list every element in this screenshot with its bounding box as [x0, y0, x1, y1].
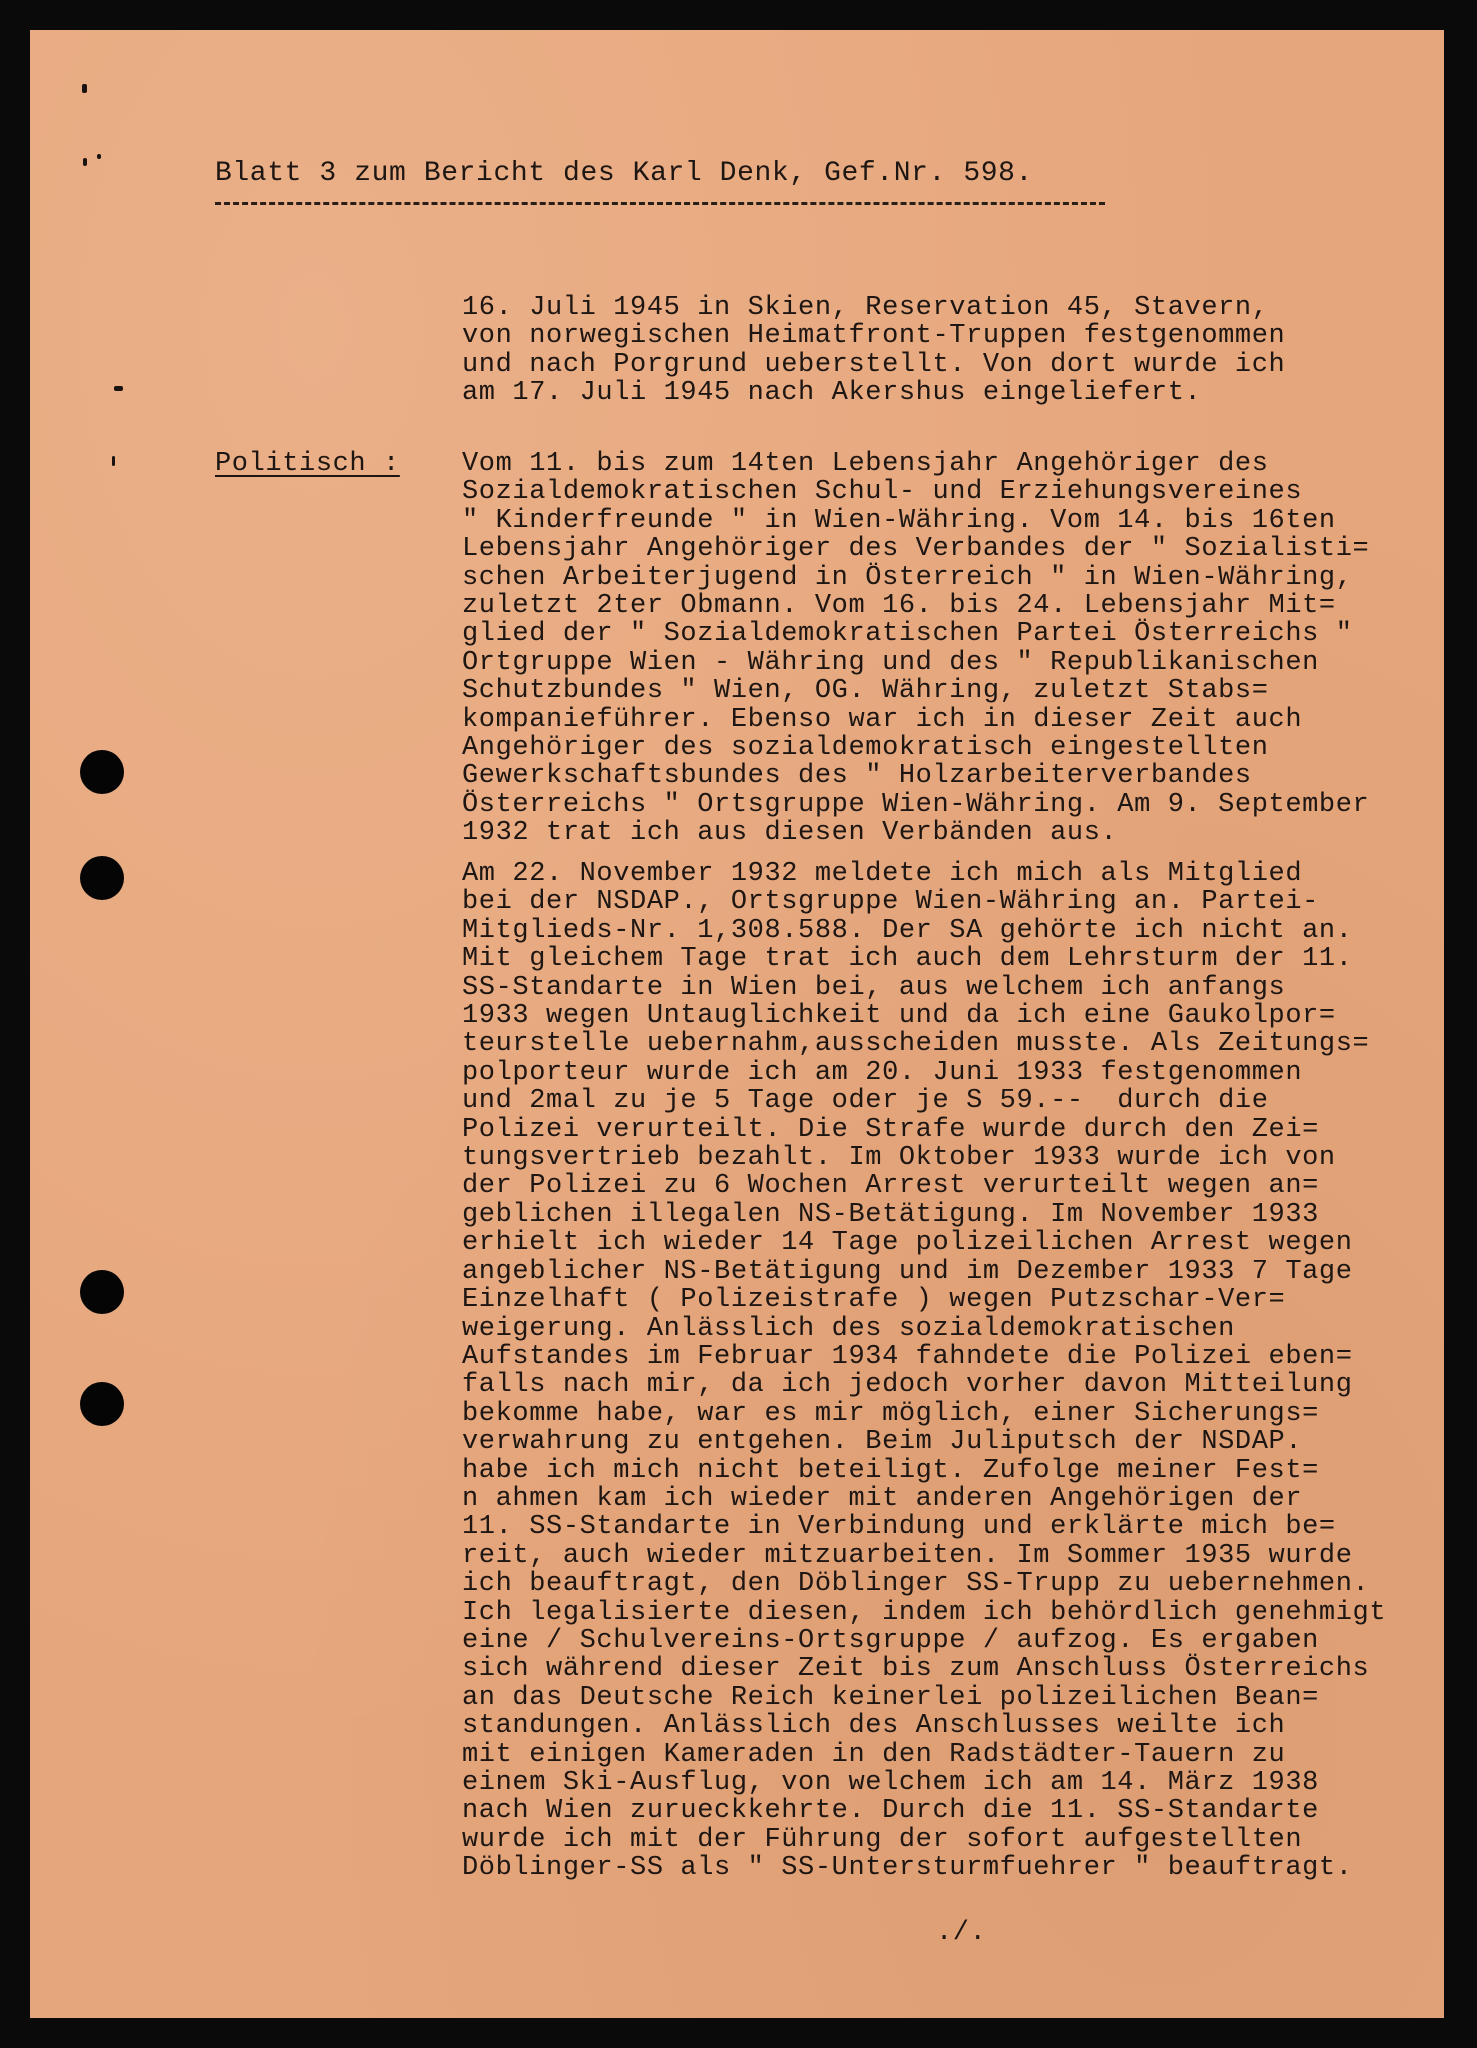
header-divider [215, 202, 1105, 205]
page-header: Blatt 3 zum Bericht des Karl Denk, Gef.Nr. 598. [215, 158, 1033, 189]
section-label: Politisch : [215, 449, 400, 479]
document-page [30, 30, 1444, 2018]
ink-speck [82, 84, 87, 93]
paragraph-political-early: Vom 11. bis zum 14ten Lebensjahr Angehöriger des Sozialdemokratischen Schul- und Erziehungsvereines " Kinderfreunde " in Wien-Währing. Vom 14. bis 16ten Lebensjahr Angehöriger des Verbandes der " Sozialisti= schen Arbeiterjugend in Österreich " in Wien-Währing, zuletzt 2ter Obmann. Vom 16. bis 24. Lebensjahr Mit= glied der " Sozialdemokratischen Partei Österreichs " Ortgruppe Wien - Währing und des " Republikanischen Schutzbundes " Wien, OG. Währing, zuletzt Stabs= kompanieführer. Ebenso war ich in dieser Zeit auch Angehöriger des sozialdemokratisch eingestellten Gewerkschaftsbundes des " Holzarbeiterverbandes Österreichs " Ortsgruppe Wien-Währing. Am 9. September 1932 trat ich aus diesen Verbänden aus. [462, 449, 1370, 849]
paragraph-arrest: 16. Juli 1945 in Skien, Reservation 45, Stavern, von norwegischen Heimatfront-Truppen festgenommen und nach Porgrund ueberstellt. Von dort wurde ich am 17. Juli 1945 nach Akershus eingeliefert. [462, 293, 1286, 409]
ink-speck [83, 158, 87, 166]
paragraph-political-nsdap: Am 22. November 1932 meldete ich mich als Mitglied bei der NSDAP., Ortsgruppe Wien-Währing an. Partei- Mitglieds-Nr. 1,308.588. Der SA gehörte ich nicht an. Mit gleichem Tage trat ich auch dem Lehrsturm der 11. SS-Standarte in Wien bei, aus welchem ich anfangs 1933 wegen Untauglichkeit und da ich eine Gaukolpor= teurstelle uebernahm,ausscheiden musste. Als Zeitungs= polporteur wurde ich am 20. Juni 1933 festgenommen und 2mal zu je 5 Tage oder je S 59.-- durch die Polizei verurteilt. Die Strafe wurde durch den Zei= tungsvertrieb bezahlt. Im Oktober 1933 wurde ich von der Polizei zu 6 Wochen Arrest verurteilt wegen an= geblichen illegalen NS-Betätigung. Im November 1933 erhielt ich wieder 14 Tage polizeilichen Arrest wegen angeblicher NS-Betätigung und im Dezember 1933 7 Tage Einzelhaft ( Polizeistrafe ) wegen Putzschar-Ver= weigerung. Anlässlich des sozialdemokratischen Aufstandes im Februar 1934 fahndete die Polizei eben= falls nach mir, da ich jedoch vorher davon Mitteilung bekomme habe, war es mir möglich, einer Sicherungs= verwahrung zu entgehen. Beim Juliputsch der NSDAP. habe ich mich nicht beteiligt. Zufolge meiner Fest= n ahmen kam ich wieder mit anderen Angehörigen der 11. SS-Standarte in Verbindung und erklärte mich be= reit, auch wieder mitzuarbeiten. Im Sommer 1935 wurde ich beauftragt, den Döblinger SS-Trupp zu uebernehmen. Ich legalisierte diesen, indem ich behördlich genehmigt eine / Schulvereins-Ortsgruppe / aufzog. Es ergaben sich während dieser Zeit bis zum Anschluss Österreichs an das Deutsche Reich keinerlei polizeilichen Bean= standungen. Anlässlich des Anschlusses weilte ich mit einigen Kameraden in den Radstädter-Tauern zu einem Ski-Ausflug, von welchem ich am 14. März 1938 nach Wien zurueckkehrte. Durch die 11. SS-Standarte wurde ich mit der Führung der sofort aufgestellten Döblinger-SS als " SS-Untersturmfuehrer " beauftragt. [462, 859, 1387, 1884]
continuation-mark: ./. [936, 1918, 987, 1948]
punch-hole [80, 1382, 124, 1426]
punch-hole [80, 750, 124, 794]
ink-speck [114, 386, 123, 391]
ink-speck [97, 154, 101, 159]
punch-hole [80, 1270, 124, 1314]
punch-hole [80, 856, 124, 900]
ink-speck [112, 456, 115, 466]
